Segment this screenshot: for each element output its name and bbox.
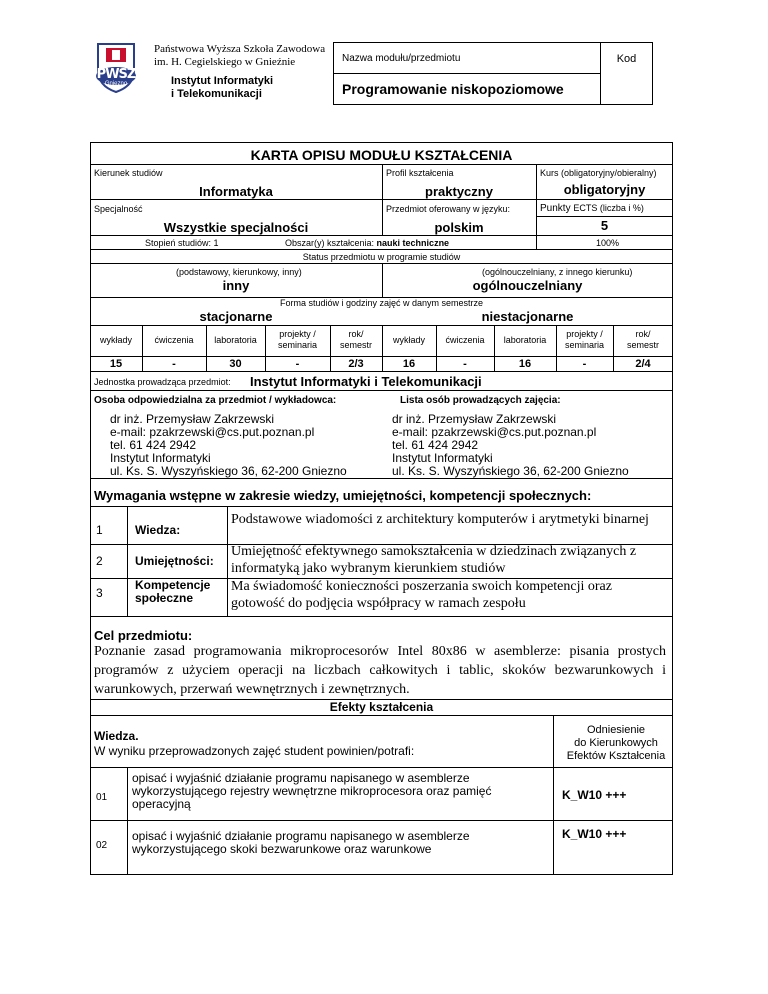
- ects-label: Punkty ECTS (liczba i %): [540, 203, 644, 214]
- specialty-value: Wszystkie specjalności: [163, 220, 309, 235]
- outcome-ref-2: K_W10 +++: [562, 827, 627, 841]
- logo-text: PWSZ: [96, 67, 136, 82]
- hours-value-8: 16: [518, 358, 532, 370]
- outcome-num-1: 01: [96, 792, 108, 803]
- course-label: Kurs (obligatoryjny/obieralny): [540, 168, 657, 178]
- hours-header-6: wykłady: [392, 335, 425, 345]
- req-label-3: Kompetencje społeczne: [135, 578, 211, 605]
- status-right-label: (ogólnouczelniany, z innego kierunku): [482, 267, 633, 277]
- req-label-2: Umiejętności:: [135, 554, 214, 568]
- lecturers-label: Lista osób prowadzących zajęcia:: [400, 395, 561, 406]
- unit-label: Jednostka prowadząca przedmiot:: [94, 377, 231, 387]
- course-value: obligatoryjny: [563, 182, 646, 197]
- hours-header-2: ćwiczenia: [154, 335, 194, 345]
- status-left-value: inny: [222, 278, 250, 293]
- req-text-3: Ma świadomość konieczności poszerzania swoich kompetencji oraz gotowość do podjęcia współpracy w ramach zespołu: [231, 579, 612, 611]
- language-value: polskim: [434, 220, 484, 235]
- req-num-1: 1: [96, 523, 103, 537]
- status-label: Status przedmiotu w programie studiów: [302, 252, 461, 262]
- req-text-1: Podstawowe wiadomości z architektury komputerów i arytmetyki binarnej: [231, 512, 649, 527]
- specialty-label: Specjalność: [94, 204, 143, 214]
- university-logo: [92, 40, 140, 94]
- outcomes-section-title: Wiedza.: [94, 729, 139, 743]
- req-num-2: 2: [96, 554, 103, 568]
- outcomes-section-subtitle: W wyniku przeprowadzonych zajęć student powinien/potrafi:: [94, 744, 415, 758]
- hours-header-8: laboratoria: [503, 335, 547, 345]
- goal-text: Poznanie zasad programowania mikroprocesorów Intel 80x86 w asemblerze: pisania prostych programów z użyciem operacji na liczbach całkowitych i tablic, skoków bezwarunkowych i warunkowych, przerwań wewnętrznych i zewnętrznych.: [94, 644, 666, 697]
- req-label-1: Wiedza:: [135, 523, 181, 537]
- field-value: Informatyka: [199, 184, 273, 199]
- hours-header-10: rok/ semestr: [626, 329, 659, 350]
- hours-header-1: wykłady: [99, 335, 132, 345]
- hours-value-2: -: [172, 358, 176, 370]
- nonstationary-label: niestacjonarne: [481, 309, 574, 324]
- hours-value-4: -: [295, 358, 300, 370]
- unit-value: Instytut Informatyki i Telekomunikacji: [250, 374, 482, 389]
- profile-label: Profil kształcenia: [386, 168, 454, 178]
- hours-value-6: 16: [402, 358, 416, 370]
- lecturers-contact: dr inż. Przemysław Zakrzewski e-mail: pzakrzewski@cs.put.poznan.pl tel. 61 424 2942 Instytut Informatyki ul. Ks. S. Wyszyńskiego 36, 62-200 Gniezno: [392, 412, 629, 478]
- outcome-text-2: opisać i wyjaśnić działanie programu napisanego w asemblerze wykorzystującego skoki bezwarunkowe oraz warunkowe: [132, 829, 470, 856]
- hours-value-7: -: [463, 358, 467, 370]
- profile-value: praktyczny: [425, 184, 493, 199]
- req-num-3: 3: [96, 586, 103, 600]
- area-label: Obszar(y) kształcenia: nauki techniczne: [285, 238, 450, 248]
- hours-value-5: 2/3: [348, 358, 364, 370]
- req-text-2: Umiejętność efektywnego samokształcenia w dziedzinach związanych z informatyką jako wybranym kierunkiem studiów: [231, 544, 637, 576]
- requirements-title: Wymagania wstępne w zakresie wiedzy, umiejętności, kompetencji społecznych:: [94, 488, 592, 503]
- hours-value-3: 30: [229, 358, 242, 370]
- logo-subtext: Gniezno: [104, 81, 128, 87]
- status-left-label: (podstawowy, kierunkowy, inny): [176, 267, 302, 277]
- hours-value-10: 2/4: [635, 358, 651, 370]
- hours-header-5: rok/ semestr: [339, 329, 372, 350]
- status-right-value: ogólnouczelniany: [472, 278, 583, 293]
- field-label: Kierunek studiów: [94, 168, 163, 178]
- hours-header-9: projekty / seminaria: [564, 329, 604, 350]
- university-name-line1: Państwowa Wyższa Szkoła Zawodowa: [154, 43, 326, 55]
- forms-label: Forma studiów i godziny zajęć w danym semestrze: [279, 298, 484, 308]
- hours-header-3: laboratoria: [214, 335, 257, 345]
- responsible-label: Osoba odpowiedzialna za przedmiot / wykładowca:: [94, 395, 337, 406]
- institute-name-line1: Instytut Informatyki: [171, 75, 274, 87]
- outcomes-ref-header: Odniesienie do Kierunkowych Efektów Kształcenia: [566, 724, 666, 762]
- outcome-num-2: 02: [96, 840, 108, 851]
- percent-value: 100%: [596, 238, 620, 248]
- level-label: Stopień studiów: 1: [145, 238, 219, 248]
- university-name-line2: im. H. Cegielskiego w Gnieźnie: [154, 56, 296, 68]
- hours-value-9: -: [582, 358, 587, 370]
- module-name-label: Nazwa modułu/przedmiotu: [342, 53, 461, 64]
- card-title: KARTA OPISU MODUŁU KSZTAŁCENIA: [250, 147, 513, 163]
- hours-header-4: projekty / seminaria: [277, 329, 317, 350]
- goal-title: Cel przedmiotu:: [94, 628, 193, 643]
- hours-header-7: ćwiczenia: [445, 335, 485, 345]
- language-label: Przedmiot oferowany w języku:: [386, 204, 511, 214]
- outcomes-title: Efekty kształcenia: [329, 700, 434, 714]
- hours-value-1: 15: [109, 358, 123, 370]
- outcome-ref-1: K_W10 +++: [562, 788, 627, 802]
- stationary-label: stacjonarne: [199, 309, 273, 324]
- responsible-contact: dr inż. Przemysław Zakrzewski e-mail: pzakrzewski@cs.put.poznan.pl tel. 61 424 2942 Instytut Informatyki ul. Ks. S. Wyszyńskiego 36, 62-200 Gniezno: [110, 412, 347, 478]
- code-label: Kod: [616, 53, 637, 65]
- module-name: Programowanie niskopoziomowe: [342, 81, 564, 97]
- institute-name-line2: i Telekomunikacji: [171, 88, 262, 100]
- ects-value: 5: [600, 218, 609, 233]
- outcome-text-1: opisać i wyjaśnić działanie programu napisanego w asemblerze wykorzystującego rejestry wewnętrzne mikroprocesora oraz pamięć operacyjną: [132, 771, 492, 811]
